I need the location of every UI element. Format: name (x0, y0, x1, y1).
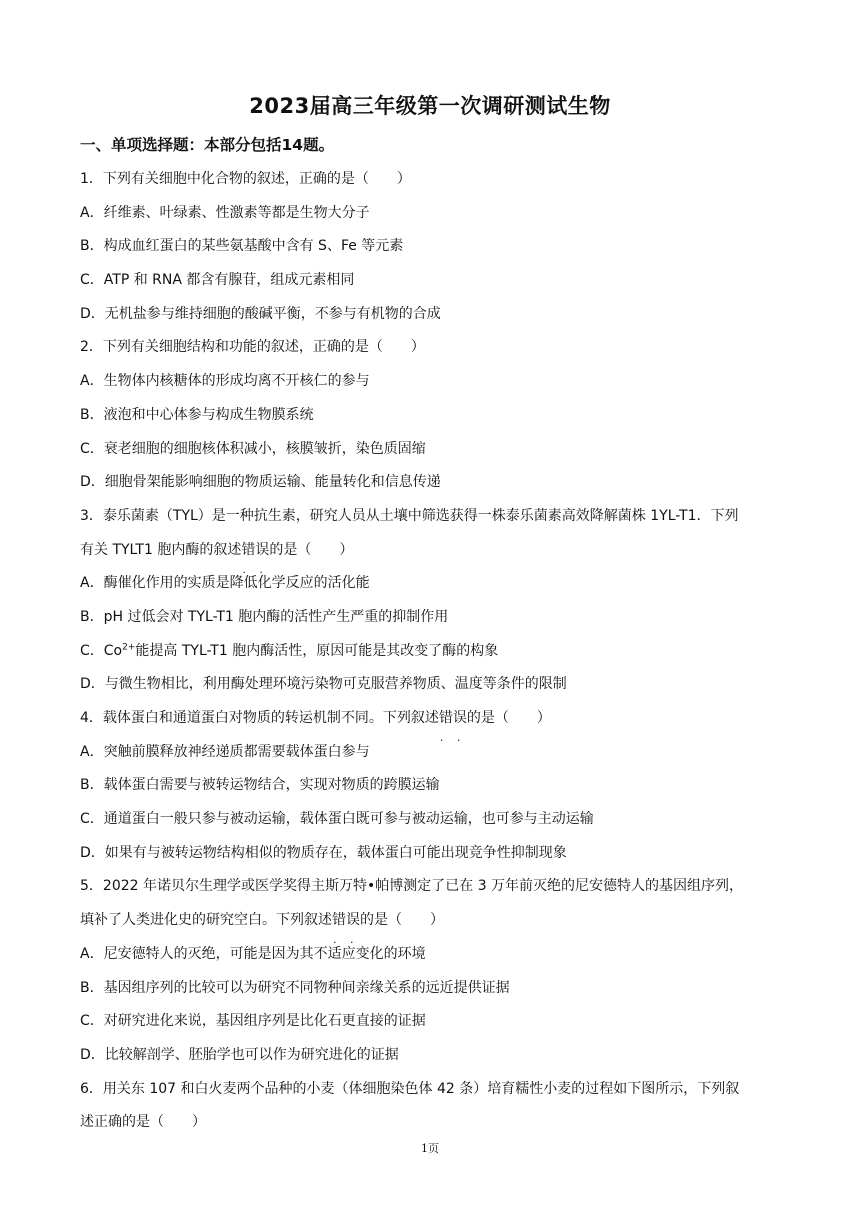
question-6-stem-line2: 述正确的是（ ） (80, 1114, 206, 1131)
question-1-stem: 1．下列有关细胞中化合物的叙述，正确的是（ ） (80, 171, 411, 187)
question-4-stem-pre: 4．载体蛋白和通道蛋白对物质的转运机制不同。下列叙述 (80, 710, 439, 726)
question-5-stem-post: 的是（ ） (360, 912, 444, 929)
question-6-stem-line1: 6．用关东 107 和白火麦两个品种的小麦（体细胞染色体 42 条）培育糯性小麦的过程如下图所示，下列叙 (80, 1080, 740, 1097)
emphasis-wrong-marker: 错误 · · (241, 542, 269, 558)
question-4-option-d: D．如果有与被转运物结构相似的物质存在，载体蛋白可能出现竞争性抑制现象 (80, 844, 567, 861)
question-3-option-c (80, 635, 780, 669)
question-3-option-c-pre: C．Co (80, 642, 123, 659)
question-3-option-d: D．与微生物相比，利用酶处理环境污染物可克服营养物质、温度等条件的限制 (80, 676, 567, 693)
question-4-option-a: A．突触前膜释放神经递质都需要载体蛋白参与 (80, 743, 370, 760)
question-5-option-b: B．基因组序列的比较可以为研究不同物种间亲缘关系的远近提供证据 (80, 979, 510, 996)
question-3-option-a: A．酶催化作用的实质是降低化学反应的活化能 (80, 575, 370, 592)
question-4-option-b: B．载体蛋白需要与被转运物结合，实现对物质的跨膜运输 (80, 777, 440, 794)
question-2-option-c: C．衰老细胞的细胞核体积减小，核膜皱折，染色质固缩 (80, 440, 426, 457)
question-2-stem: 2．下列有关细胞结构和功能的叙述，正确的是（ ） (80, 339, 425, 356)
question-1-option-b: B．构成血红蛋白的某些氨基酸中含有 S、Fe 等元素 (80, 238, 404, 255)
question-5-stem-line2 (80, 904, 780, 938)
question-3-stem-post: 的是（ ） (269, 541, 354, 558)
question-3-stem-line1: 3．泰乐菌素（TYL）是一种抗生素，研究人员从土壤中筛选获得一株泰乐菌素高效降解菌株 1YL-T1．下列 (80, 507, 739, 524)
question-1-option-c: C．ATP 和 RNA 都含有腺苷，组成元素相同 (80, 272, 355, 289)
question-5-stem-line1: 5．2022 年诺贝尔生理学或医学奖得主斯万特•帕博测定了已在 3 万年前灭绝的尼安德特人的基因组序列， (80, 878, 744, 895)
question-2-option-b: B．液泡和中心体参与构成生物膜系统 (80, 406, 314, 423)
question-3-stem-line2 (80, 534, 780, 568)
question-1-option-d: D．无机盐参与维持细胞的酸碱平衡，不参与有机物的合成 (80, 305, 441, 322)
question-list (80, 163, 780, 1140)
cobalt-charge-superscript: 2+ (122, 641, 136, 652)
question-4-option-c: C．通道蛋白一般只参与被动运输，载体蛋白既可参与被动运输，也可参与主动运输 (80, 811, 594, 828)
question-2-option-d: D．细胞骨架能影响细胞的物质运输、能量转化和信息传递 (80, 474, 441, 491)
question-5-option-d: D．比较解剖学、胚胎学也可以作为研究进化的证据 (80, 1046, 399, 1063)
question-5-stem-pre: 填补了人类进化史的研究空白。下列叙述 (80, 912, 332, 929)
question-3-stem-pre: 有关 TYLT1 胞内酶的叙述 (80, 541, 242, 558)
exam-title: 2023届高三年级第一次调研测试生物 (249, 94, 611, 118)
question-1-option-a: A．纤维素、叶绿素、性激素等都是生物大分子 (80, 204, 370, 221)
question-4-stem-post: 的是（ ） (466, 710, 551, 726)
question-2-option-a: A．生物体内核糖体的形成均离不开核仁的参与 (80, 373, 370, 390)
page-number: 1页 (421, 1142, 439, 1155)
question-4-stem (80, 702, 780, 736)
emphasis-wrong-marker: 错误 · · (439, 710, 467, 726)
question-3-option-b: B．pH 过低会对 TYL-T1 胞内酶的活性产生严重的抑制作用 (80, 608, 449, 625)
question-3-option-c-post: 能提高 TYL-T1 胞内酶活性，原因可能是其改变了酶的构象 (135, 642, 499, 659)
emphasis-wrong-marker: 错误 · · (332, 912, 360, 928)
question-5-option-c: C．对研究进化来说，基因组序列是比化石更直接的证据 (80, 1013, 426, 1030)
section-heading: 一、单项选择题：本部分包括14题。 (80, 136, 335, 154)
question-5-option-a: A．尼安德特人的灭绝，可能是因为其不适应变化的环境 (80, 945, 426, 962)
